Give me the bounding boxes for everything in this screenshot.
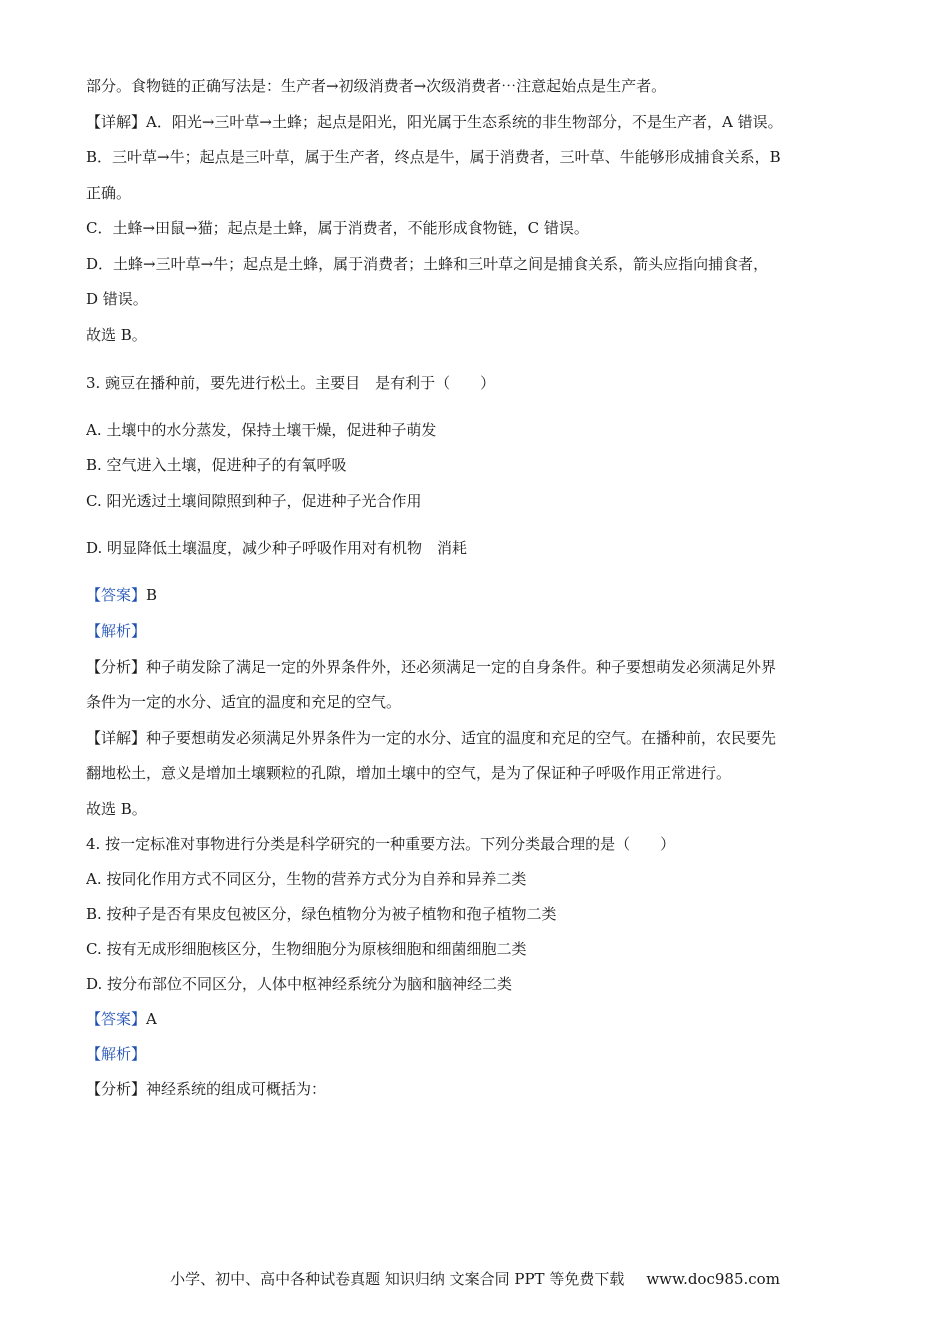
question-4-analysis: 【分析】神经系统的组成可概括为： [86, 1080, 327, 1098]
conclusion-line: 故选 B。 [86, 326, 147, 344]
analysis-tag: 【分析】 [86, 658, 147, 676]
option-explanation-d: D．土蜂→三叶草→牛；起点是土蜂，属于消费者；土蜂和三叶草之间是捕食关系，箭头应指向捕食者， [86, 255, 769, 273]
detail-tag: 【详解】 [86, 729, 147, 747]
question-4-option-c: C. 按有无成形细胞核区分，生物细胞分为原核细胞和细菌细胞二类 [86, 940, 527, 958]
option-explanation-b: B．三叶草→牛；起点是三叶草，属于生产者，终点是牛，属于消费者，三叶草、牛能够形成捕食关系，B [86, 148, 781, 166]
conclusion-line: 故选 B。 [86, 800, 147, 818]
analysis-tag: 【分析】 [86, 1080, 147, 1098]
question-4-option-b: B. 按种子是否有果皮包被区分，绿色植物分为被子植物和孢子植物二类 [86, 905, 557, 923]
answer-tag: 【答案】 [86, 1010, 147, 1028]
question-3-option-a: A. 土壤中的水分蒸发，保持土壤干燥，促进种子萌发 [86, 421, 437, 439]
question-3-answer: 【答案】B [86, 586, 158, 604]
paragraph-line: 翻地松土，意义是增加土壤颗粒的孔隙，增加土壤中的空气，是为了保证种子呼吸作用正常进行。 [86, 764, 732, 782]
question-3-analysis-heading: 【解析】 [86, 622, 147, 640]
question-3: 3. 豌豆在播种前，要先进行松土。主要目 是有利于（ ） [86, 374, 496, 392]
question-3-option-d: D. 明显降低土壤温度，减少种子呼吸作用对有机物 消耗 [86, 539, 468, 557]
footer-link[interactable]: www.doc985.com [646, 1270, 780, 1288]
detail-tag: 【详解】 [86, 113, 147, 131]
question-4: 4. 按一定标准对事物进行分类是科学研究的一种重要方法。下列分类最合理的是（ ） [86, 835, 676, 853]
question-3-option-c: C. 阳光透过土壤间隙照到种子，促进种子光合作用 [86, 492, 422, 510]
question-4-analysis-heading: 【解析】 [86, 1045, 147, 1063]
question-4-option-d: D. 按分布部位不同区分，人体中枢神经系统分为脑和脑神经二类 [86, 975, 513, 993]
question-4-answer: 【答案】A [86, 1010, 157, 1028]
question-3-detail: 【详解】种子要想萌发必须满足外界条件为一定的水分、适宜的温度和充足的空气。在播种前，农民要先 [86, 729, 777, 747]
question-4-option-a: A. 按同化作用方式不同区分，生物的营养方式分为自养和异养二类 [86, 870, 527, 888]
answer-tag: 【答案】 [86, 586, 147, 604]
footer-text: 小学、初中、高中各种试卷真题 知识归纳 文案合同 PPT 等免费下载 [170, 1270, 625, 1288]
question-3-analysis: 【分析】种子萌发除了满足一定的外界条件外，还必须满足一定的自身条件。种子要想萌发必须满足外界 [86, 658, 777, 676]
paragraph-line: 条件为一定的水分、适宜的温度和充足的空气。 [86, 693, 402, 711]
option-explanation-c: C．土蜂→田鼠→猫；起点是土蜂，属于消费者，不能形成食物链，C 错误。 [86, 219, 589, 237]
paragraph-line: 正确。 [86, 184, 132, 202]
paragraph-line: 部分。食物链的正确写法是：生产者→初级消费者→次级消费者⋯注意起始点是生产者。 [86, 77, 667, 95]
page-footer [0, 1268, 950, 1290]
question-3-option-b: B. 空气进入土壤，促进种子的有氧呼吸 [86, 456, 347, 474]
paragraph-line: D 错误。 [86, 290, 148, 308]
detail-line: 【详解】A．阳光→三叶草→土蜂；起点是阳光，阳光属于生态系统的非生物部分，不是生产者，A 错误。 [86, 113, 783, 131]
